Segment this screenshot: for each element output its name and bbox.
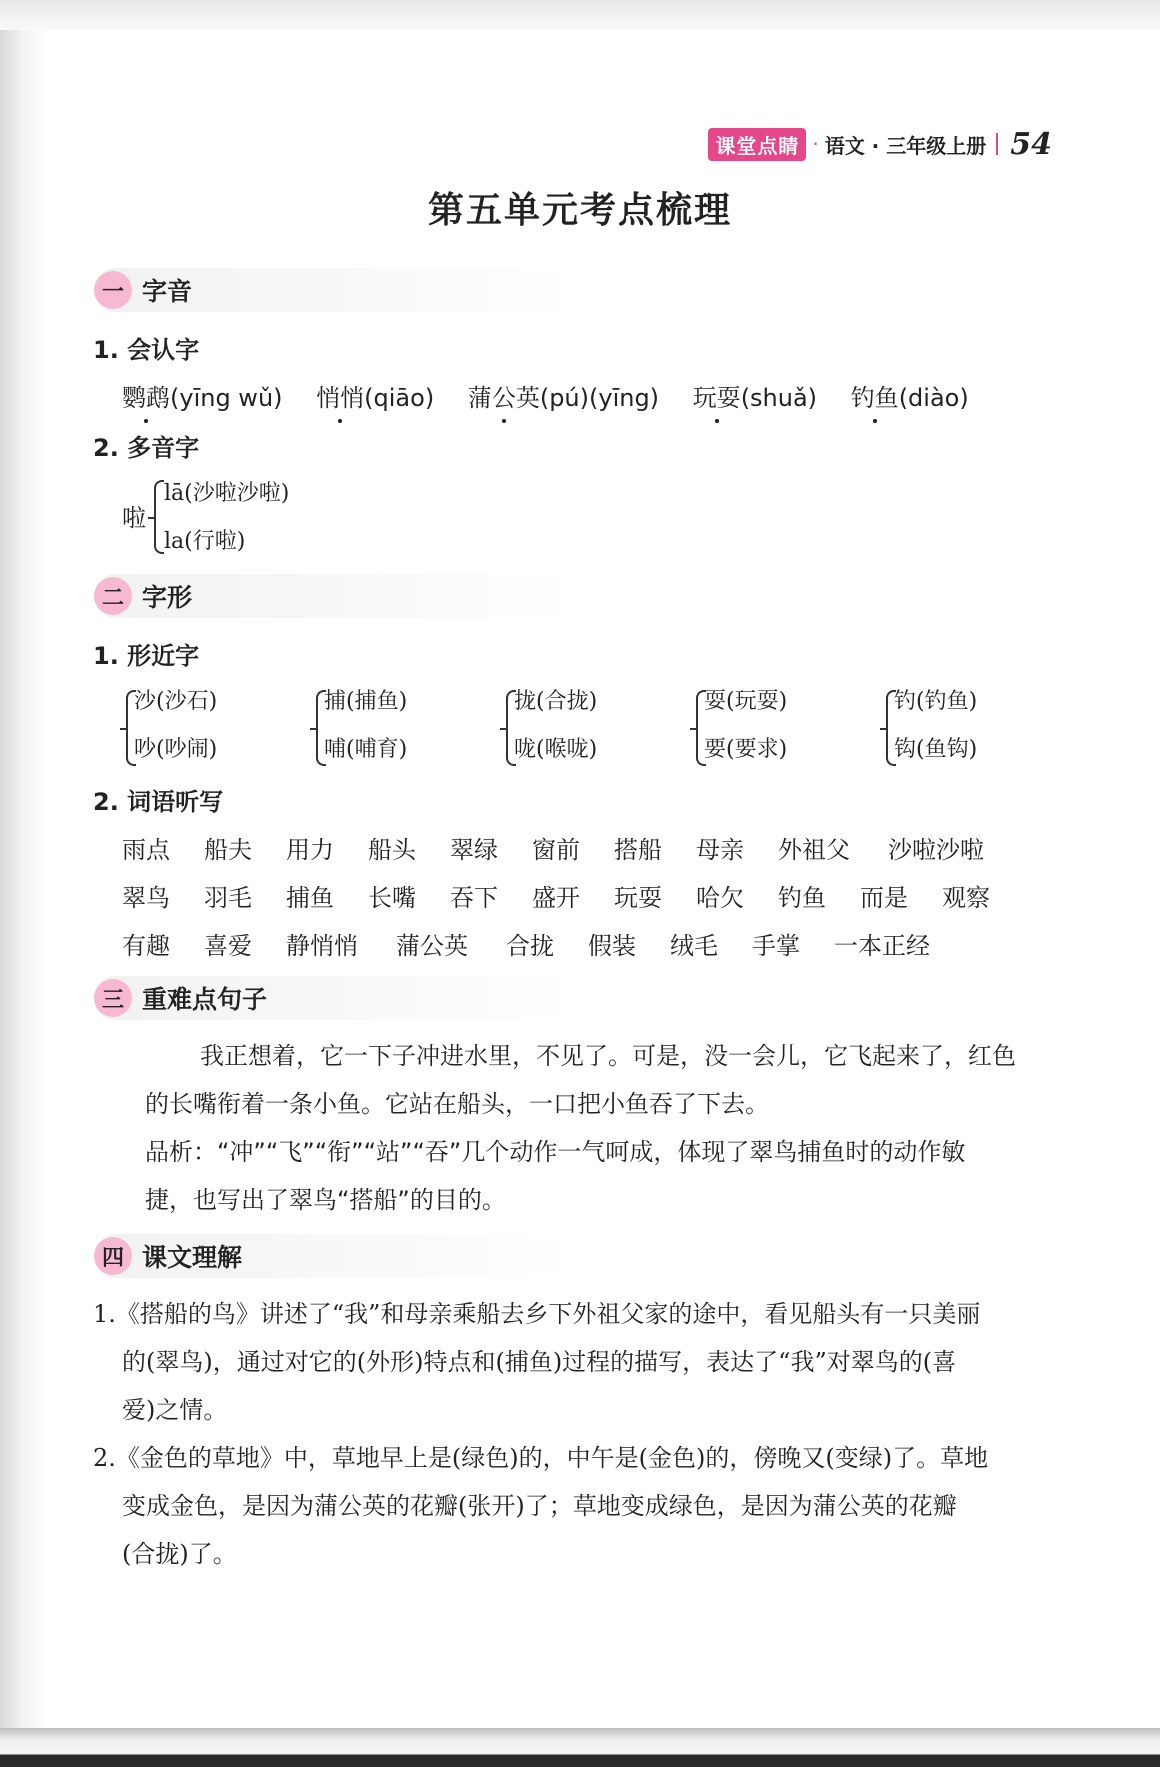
recognize-words-line — [122, 378, 969, 413]
similar-char-top: 钓(钓鱼) — [894, 689, 978, 714]
dictation-word: 用力 — [286, 836, 334, 864]
top-edge — [0, 0, 1160, 30]
section-heading-2 — [94, 574, 574, 618]
section-heading-1 — [94, 268, 574, 312]
word-item: 蒲公英(pú)(yīng) — [468, 384, 659, 412]
section-number-icon: 四 — [94, 1237, 132, 1275]
header-dot: · — [812, 132, 819, 156]
section-heading-4 — [94, 1234, 574, 1278]
word-item: 悄悄(qiāo) — [316, 384, 434, 412]
section-title: 字形 — [142, 583, 193, 612]
dictation-word: 一本正经 — [834, 932, 930, 960]
dictation-word: 搭船 — [614, 836, 662, 864]
key-sentence-line-2: 的长嘴衔着一条小鱼。它站在船头，一口把小鱼吞了下去。 — [145, 1090, 769, 1118]
dictation-word: 沙啦沙啦 — [888, 836, 984, 864]
dictation-word: 雨点 — [122, 836, 170, 864]
dictation-word: 捕鱼 — [286, 884, 334, 912]
dictation-word: 羽毛 — [204, 884, 252, 912]
header-badge: 课堂点睛 — [708, 128, 806, 161]
subheading-similar-chars: 1. 形近字 — [93, 642, 200, 670]
dictation-word: 有趣 — [122, 932, 170, 960]
section-number-icon: 三 — [94, 979, 132, 1017]
similar-char-bottom: 钩(鱼钩) — [894, 737, 978, 762]
similar-char-top: 捕(捕鱼) — [324, 689, 408, 714]
section-number-icon: 一 — [94, 271, 132, 309]
page-number: 54 — [1010, 126, 1052, 162]
dictation-word: 窗前 — [532, 836, 580, 864]
similar-char-top: 拢(合拢) — [514, 689, 598, 714]
section-title: 字音 — [142, 277, 193, 306]
similar-char-bottom: 要(要求) — [704, 737, 788, 762]
dictation-word: 翠绿 — [450, 836, 498, 864]
analysis-line-1: 品析：“冲”“飞”“衔”“站”“吞”几个动作一气呵成，体现了翠鸟捕鱼时的动作敏 — [145, 1138, 966, 1166]
understanding-item-1-line-3: 爱)之情。 — [122, 1396, 228, 1424]
dictation-word: 玩耍 — [614, 884, 662, 912]
dictation-word: 船头 — [368, 836, 416, 864]
dictation-word: 静悄悄 — [286, 932, 358, 960]
subheading-polyphonic: 2. 多音字 — [93, 434, 200, 462]
section-number-icon: 二 — [94, 577, 132, 615]
brace — [154, 480, 164, 554]
subheading-recognize-chars: 1. 会认字 — [93, 336, 200, 364]
dictation-word: 盛开 — [532, 884, 580, 912]
dictation-word: 观察 — [942, 884, 990, 912]
word-item: 鹦鹉(yīng wǔ) — [122, 384, 283, 412]
polyphonic-char: 啦 — [122, 504, 146, 532]
dictation-word: 母亲 — [696, 836, 744, 864]
word-item: 玩耍(shuǎ) — [693, 384, 817, 412]
subheading-dictation: 2. 词语听写 — [93, 788, 224, 816]
bottom-edge — [0, 1728, 1160, 1767]
key-sentence-line-1: 我正想着，它一下子冲进水里，不见了。可是，没一会儿，它飞起来了，红色 — [200, 1042, 1016, 1070]
dictation-word: 吞下 — [450, 884, 498, 912]
word-item: 钓鱼(diào) — [851, 384, 969, 412]
similar-char-bottom: 吵(吵闹) — [134, 737, 218, 762]
dictation-word: 喜爱 — [204, 932, 252, 960]
understanding-item-1-line-1: 1.《搭船的鸟》讲述了“我”和母亲乘船去乡下外祖父家的途中，看见船头有一只美丽 — [93, 1300, 981, 1328]
dictation-word: 假装 — [588, 932, 636, 960]
header-divider — [996, 133, 998, 155]
dictation-word: 绒毛 — [670, 932, 718, 960]
similar-char-top: 沙(沙石) — [134, 689, 218, 714]
section-title: 重难点句子 — [142, 985, 268, 1014]
dictation-word: 钓鱼 — [778, 884, 826, 912]
polyphonic-reading-1: lā(沙啦沙啦) — [164, 481, 290, 506]
section-heading-3 — [94, 976, 574, 1020]
understanding-item-1-line-2: 的(翠鸟)，通过对它的(外形)特点和(捕鱼)过程的描写，表达了“我”对翠鸟的(喜 — [122, 1348, 957, 1376]
dictation-word: 外祖父 — [778, 836, 850, 864]
dictation-word: 而是 — [860, 884, 908, 912]
analysis-line-2: 捷，也写出了翠鸟“搭船”的目的。 — [145, 1186, 506, 1214]
similar-char-bottom: 咙(喉咙) — [514, 737, 598, 762]
similar-char-bottom: 哺(哺育) — [324, 737, 408, 762]
section-title: 课文理解 — [142, 1243, 243, 1272]
page-header — [708, 127, 1052, 161]
polyphonic-reading-2: la(行啦) — [164, 529, 246, 554]
dictation-word: 船夫 — [204, 836, 252, 864]
understanding-item-2-line-3: (合拢)了。 — [122, 1540, 237, 1568]
dictation-word: 手掌 — [752, 932, 800, 960]
understanding-item-2-line-2: 变成金色，是因为蒲公英的花瓣(张开)了；草地变成绿色，是因为蒲公英的花瓣 — [122, 1492, 957, 1520]
dictation-word: 合拢 — [506, 932, 554, 960]
header-subject: 语文 · 三年级上册 — [824, 133, 987, 158]
dictation-word: 翠鸟 — [122, 884, 170, 912]
similar-char-top: 耍(玩耍) — [704, 689, 788, 714]
page-title: 第五单元考点梳理 — [427, 190, 732, 231]
dictation-word: 蒲公英 — [396, 932, 468, 960]
dictation-word: 长嘴 — [368, 884, 416, 912]
understanding-item-2-line-1: 2.《金色的草地》中，草地早上是(绿色)的，中午是(金色)的，傍晚又(变绿)了。草地 — [93, 1444, 989, 1472]
dictation-word: 哈欠 — [696, 884, 744, 912]
